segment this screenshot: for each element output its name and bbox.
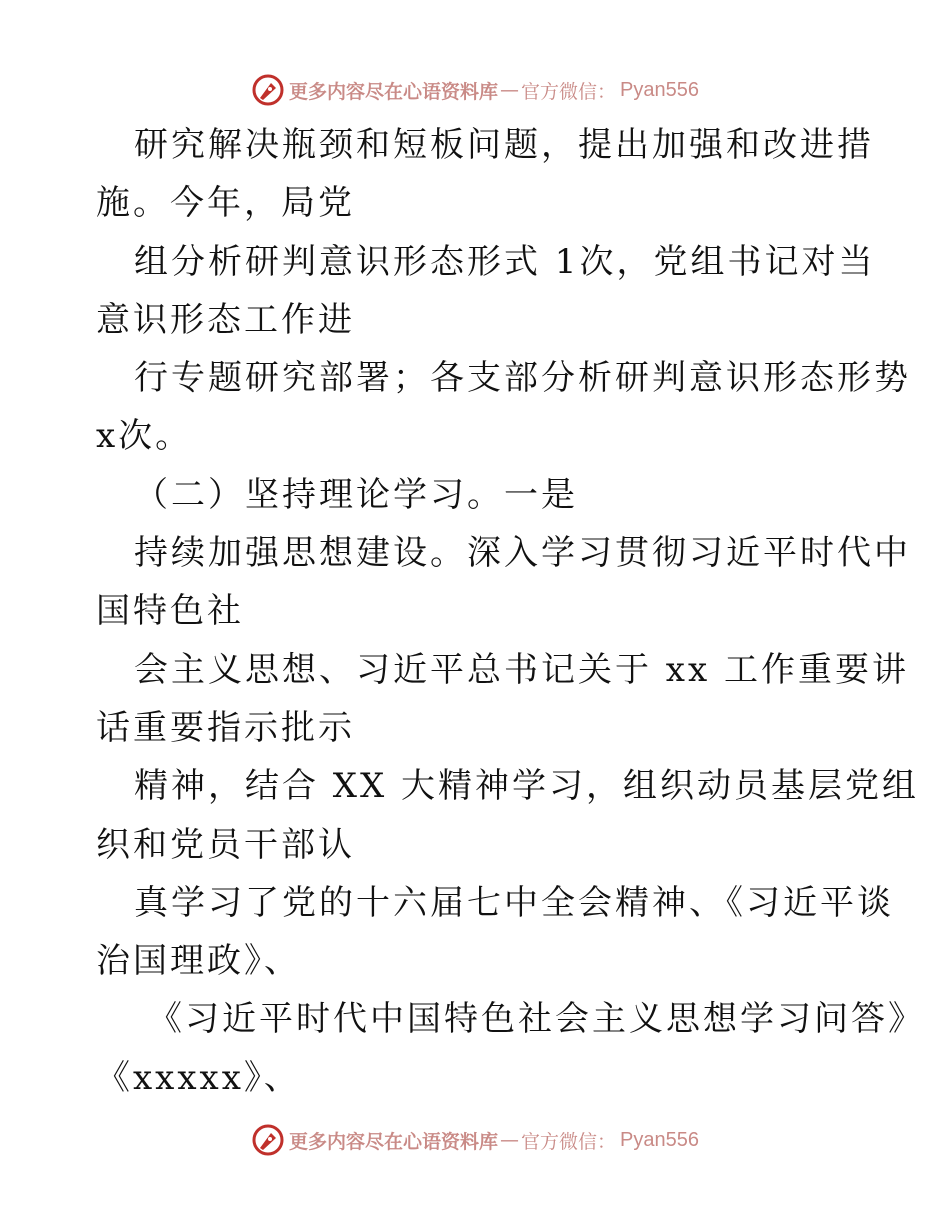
body-line-5: 行专题研究部署；各支部分析研判意识形态形势 [134, 358, 911, 399]
body-line-9: 国特色社 [96, 591, 244, 632]
body-line-6: x次。 [96, 416, 193, 457]
header-banner [0, 70, 950, 110]
footer-banner-dash: — [500, 1129, 520, 1151]
header-wechat-id: Pyan556 [620, 78, 699, 101]
header-wechat-label: 官方微信： [521, 80, 617, 103]
body-line-17: 《xxxxx》、 [96, 1057, 301, 1098]
header-banner-text: 更多内容尽在心语资料库 [289, 80, 499, 103]
body-line-15: 治国理政》、 [96, 941, 301, 982]
footer-banner [0, 1120, 950, 1160]
body-line-2: 施。今年，局党 [96, 183, 355, 224]
footer-wechat-id: Pyan556 [620, 1128, 699, 1151]
body-line-12: 精神，结合 XX 大精神学习，组织动员基层党组 [134, 766, 920, 807]
body-line-8: 持续加强思想建设。深入学习贯彻习近平时代中 [134, 533, 911, 574]
pen-nib-logo-icon [251, 1123, 285, 1157]
footer-wechat-label: 官方微信： [521, 1130, 617, 1153]
pen-nib-logo-icon [251, 73, 285, 107]
body-line-1: 研究解决瓶颈和短板问题，提出加强和改进措 [134, 125, 874, 165]
body-line-7: （二）坚持理论学习。一是 [134, 474, 578, 515]
body-line-14: 真学习了党的十六届七中全会精神、《习近平谈 [134, 882, 894, 923]
footer-banner-text: 更多内容尽在心语资料库 [289, 1130, 499, 1153]
body-line-11: 话重要指示批示 [96, 707, 355, 748]
body-line-3: 组分析研判意识形态形式 1次，党组书记对当 [134, 241, 876, 282]
body-line-13: 织和党员干部认 [96, 824, 355, 865]
body-line-10: 会主义思想、习近平总书记关于 xx 工作重要讲 [134, 649, 909, 690]
header-banner-dash: — [500, 79, 520, 101]
body-line-4: 意识形态工作进 [96, 299, 355, 340]
body-text [96, 116, 925, 1107]
body-line-16: 《习近平时代中国特色社会主义思想学习问答》 [148, 999, 925, 1040]
